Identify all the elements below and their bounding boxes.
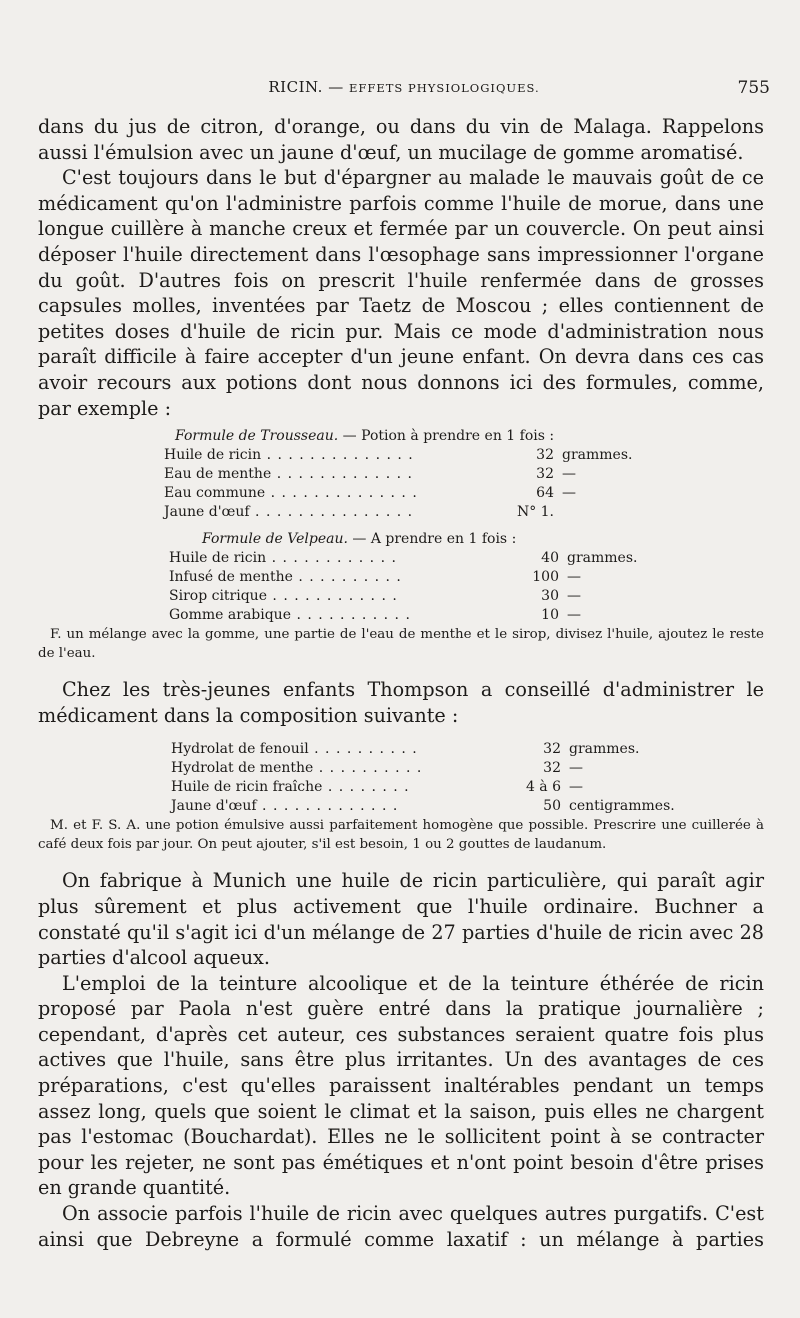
- recipe-row: [169, 568, 637, 587]
- recipe-qty: 50: [543, 798, 561, 815]
- recipe-qty: 32: [536, 447, 554, 464]
- formula-note: F. un mélange avec la gomme, une partie de l'eau de menthe et le sirop, divisez l'huile, ajoutez le reste de l'eau.: [38, 627, 764, 662]
- recipe-ingredient: Huile de ricin . . . . . . . . . . . . . .: [164, 447, 414, 464]
- recipe-unit: grammes.: [569, 741, 640, 758]
- recipe-qty: 30: [541, 588, 559, 605]
- paragraph: C'est toujours dans le but d'épargner au malade le mauvais goût de ce médicament qu'on l'administre parfois comme l'huile de morue, dans une longue cuillère à manche creux et fermée par un couvercle. On peut ainsi déposer l'huile directement dans l'œsophage sans impressionner l'organe du goût. D'autres fois on prescrit l'huile renfermée dans de grosses capsules molles, inventées par Taetz de Moscou ; elles contiennent de petites doses d'huile de ricin pur. Mais ce mode d'administration nous paraît difficile à faire accepter d'un jeune enfant. On devra dans ces cas avoir recours aux potions dont nous donnons ici des formules, comme, par exemple :: [38, 166, 764, 420]
- recipe-qty: N° 1.: [516, 504, 554, 521]
- recipe-ingredient: Infusé de menthe . . . . . . . . . .: [169, 569, 402, 586]
- recipe-qty: 32: [543, 760, 561, 777]
- recipe-unit: grammes.: [562, 447, 633, 464]
- formula-title: [175, 427, 764, 446]
- recipe-unit: —: [567, 588, 581, 605]
- recipe-row: [171, 759, 675, 778]
- recipe-qty: 100: [532, 569, 559, 586]
- paragraph: On fabrique à Munich une huile de ricin particulière, qui paraît agir plus sûrement et plus activement que l'huile ordinaire. Buchner a constaté qu'il s'agit ici d'un mélange de 27 parties d'huile de ricin avec 28 parties d'alcool aqueux.: [38, 869, 764, 970]
- recipe-qty: 40: [541, 550, 559, 567]
- paragraph: L'emploi de la teinture alcoolique et de la teinture éthérée de ricin proposé par Paola n'est guère entré dans la pratique journalière ; cependant, d'après cet auteur, ces substances seraient quatre fois plus actives que l'huile, sans être plus irritantes. Un des avantages de ces préparations, c'est qu'elles paraissent inaltérables pendant un temps assez long, quels que soient le climat et la saison, puis elles ne chargent pas l'estomac (Bouchardat). Elles ne le sollicitent point à se contracter pour les rejeter, ne sont pas émétiques et n'ont point besoin d'être prises en grande quantité.: [38, 971, 764, 1200]
- recipe-table: [169, 549, 637, 625]
- recipe-ingredient: Hydrolat de fenouil . . . . . . . . . .: [171, 741, 418, 758]
- recipe-row: [169, 606, 637, 625]
- recipe-row: [164, 484, 632, 503]
- recipe-row: [164, 465, 632, 484]
- formula-velpeau: [38, 530, 764, 663]
- recipe-unit: centigrammes.: [569, 798, 675, 815]
- recipe-ingredient: Eau de menthe . . . . . . . . . . . . .: [164, 466, 413, 483]
- recipe-ingredient: Gomme arabique . . . . . . . . . . .: [169, 607, 411, 624]
- recipe-qty: 10: [541, 607, 559, 624]
- recipe-row: [171, 797, 675, 816]
- recipe-unit: —: [562, 485, 576, 502]
- formula-instruction: — Potion à prendre en 1 fois :: [342, 428, 555, 445]
- recipe-qty: 4 à 6: [525, 779, 561, 796]
- recipe-row: [171, 778, 675, 797]
- paragraph: dans du jus de citron, d'orange, ou dans du vin de Malaga. Rappelons aussi l'émulsion avec un jaune d'œuf, un mucilage de gomme aromatisé.: [38, 115, 764, 164]
- recipe-unit: —: [569, 779, 583, 796]
- paragraph: On associe parfois l'huile de ricin avec quelques autres purgatifs. C'est ainsi que Debreyne a formulé comme laxatif : un mélange à parties: [38, 1202, 764, 1251]
- recipe-table: [171, 740, 675, 816]
- paragraph: Chez les très-jeunes enfants Thompson a conseillé d'administrer le médicament dans la composition suivante :: [38, 678, 764, 727]
- recipe-row: [169, 549, 637, 568]
- recipe-unit: —: [562, 466, 576, 483]
- running-header: [38, 78, 770, 100]
- page-body: [38, 114, 764, 1252]
- recipe-ingredient: Huile de ricin . . . . . . . . . . . .: [169, 550, 397, 567]
- formula-title: [202, 530, 764, 549]
- recipe-row: [171, 740, 675, 759]
- header-title: RICIN.: [268, 78, 323, 96]
- running-title: [38, 78, 770, 96]
- recipe-table: [164, 446, 632, 522]
- page-number: 755: [737, 78, 770, 98]
- recipe-unit: —: [567, 569, 581, 586]
- header-dash: —: [328, 78, 344, 96]
- recipe-ingredient: Hydrolat de menthe . . . . . . . . . .: [171, 760, 423, 777]
- recipe-ingredient: Jaune d'œuf . . . . . . . . . . . . .: [171, 798, 399, 815]
- formula-name: Formule de Velpeau.: [202, 531, 348, 548]
- formula-instruction: — A prendre en 1 fois :: [352, 531, 517, 548]
- recipe-unit: —: [567, 607, 581, 624]
- recipe-qty: 32: [536, 466, 554, 483]
- recipe-row: [169, 587, 637, 606]
- header-subtitle: EFFETS PHYSIOLOGIQUES.: [349, 81, 540, 95]
- formula-note: M. et F. S. A. une potion émulsive aussi parfaitement homogène que possible. Prescrire une cuillerée à café deux fois par jour. On peut ajouter, s'il est besoin, 1 ou 2 gouttes de laudanum.: [38, 818, 764, 853]
- recipe-qty: 64: [536, 485, 554, 502]
- recipe-ingredient: Eau commune . . . . . . . . . . . . . .: [164, 485, 418, 502]
- recipe-unit: —: [569, 760, 583, 777]
- recipe-ingredient: Huile de ricin fraîche . . . . . . . .: [171, 779, 410, 796]
- recipe-qty: 32: [543, 741, 561, 758]
- recipe-unit: grammes.: [567, 550, 638, 567]
- formula-thompson: [38, 740, 764, 854]
- formula-name: Formule de Trousseau.: [175, 428, 339, 445]
- formula-trousseau: [38, 427, 764, 522]
- recipe-row: [164, 503, 632, 522]
- recipe-ingredient: Sirop citrique . . . . . . . . . . . .: [169, 588, 398, 605]
- recipe-row: [164, 446, 632, 465]
- recipe-ingredient: Jaune d'œuf . . . . . . . . . . . . . . .: [164, 504, 414, 521]
- recipe-unit: [562, 503, 632, 522]
